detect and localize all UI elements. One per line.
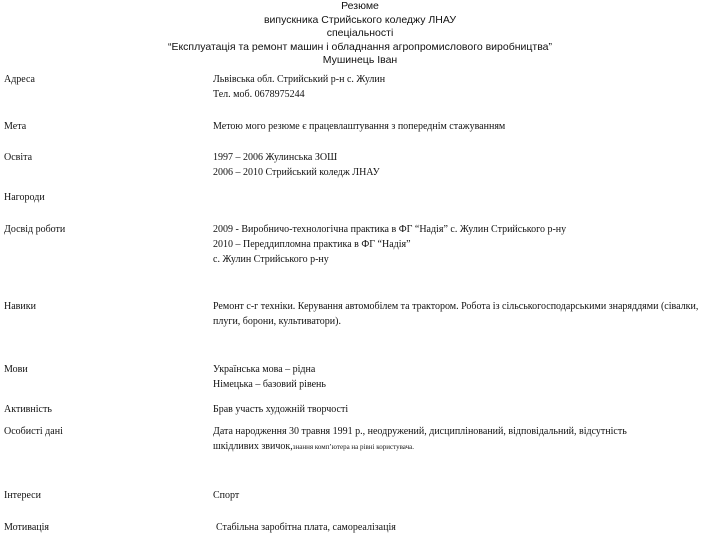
- specialty-label: спеціальності: [326, 27, 394, 40]
- personal-line: Дата народження 30 травня 1991 р., неодружений, дисциплінований, відповідальний, відсутність: [213, 426, 627, 437]
- phone-line: Тел. моб. 0678975244: [213, 89, 305, 100]
- resume-subtitle: випускника Стрийського коледжу ЛНАУ: [263, 13, 457, 26]
- experience-label: Досвід роботи: [4, 224, 66, 235]
- motivation-label: Мотивація: [4, 522, 49, 533]
- activity-line: Брав участь художній творчості: [213, 404, 349, 415]
- personal-value: [213, 424, 715, 454]
- resume-header: [0, 0, 720, 68]
- skills-text: Ремонт с-г техніки. Керування автомобілем та трактором. Робота із сільськогосподарськими знаряддями (сівалки, плуги, борони, культиватори).: [213, 301, 699, 327]
- languages-value: [213, 362, 715, 392]
- motivation-value: [216, 520, 718, 535]
- address-value: [213, 72, 715, 102]
- interests-value: [213, 488, 715, 503]
- experience-line: с. Жулин Стрийського р-ну: [213, 254, 329, 265]
- awards-label: Нагороди: [4, 192, 45, 203]
- address-label: Адреса: [4, 74, 35, 85]
- interests-label: Інтереси: [4, 490, 41, 501]
- personal-label: Особисті дані: [4, 426, 63, 437]
- languages-label: Мови: [4, 364, 28, 375]
- address-line: Львівська обл. Стрийський р-н с. Жулин: [213, 74, 386, 85]
- language-line: Німецька – базовий рівень: [213, 379, 326, 390]
- resume-title: Резюме: [341, 0, 379, 12]
- specialty-name: “Експлуатація та ремонт машин і обладнання агропромислового виробництва”: [167, 40, 553, 53]
- interests-line: Спорт: [213, 490, 240, 501]
- experience-line: 2010 – Переддипломна практика в ФГ “Надія”: [213, 239, 411, 250]
- education-label: Освіта: [4, 152, 33, 163]
- skills-value: [213, 299, 715, 329]
- goal-value: [213, 119, 715, 134]
- goal-label: Мета: [4, 121, 27, 132]
- personal-line: [213, 439, 715, 454]
- experience-value: [213, 222, 715, 267]
- experience-line: 2009 - Виробничо-технологічна практика в ФГ “Надія” с. Жулин Стрийського р-ну: [213, 224, 567, 235]
- education-line: 2006 – 2010 Стрийський коледж ЛНАУ: [213, 167, 380, 178]
- education-value: [213, 150, 715, 180]
- motivation-line: Стабільна заробітна плата, самореалізація: [216, 522, 396, 533]
- personal-line-part: шкідливих звичок,: [213, 441, 293, 452]
- skills-label: Навики: [4, 301, 36, 312]
- activity-value: [213, 402, 715, 417]
- activity-label: Активність: [4, 404, 52, 415]
- candidate-name: Мушинець Іван: [322, 54, 398, 67]
- education-line: 1997 – 2006 Жулинська ЗОШ: [213, 152, 338, 163]
- personal-line-small: знання комп’ютера на рівні користувача.: [292, 443, 415, 451]
- goal-line: Метою мого резюме є працевлаштування з попереднім стажуванням: [213, 121, 506, 132]
- language-line: Українська мова – рідна: [213, 364, 316, 375]
